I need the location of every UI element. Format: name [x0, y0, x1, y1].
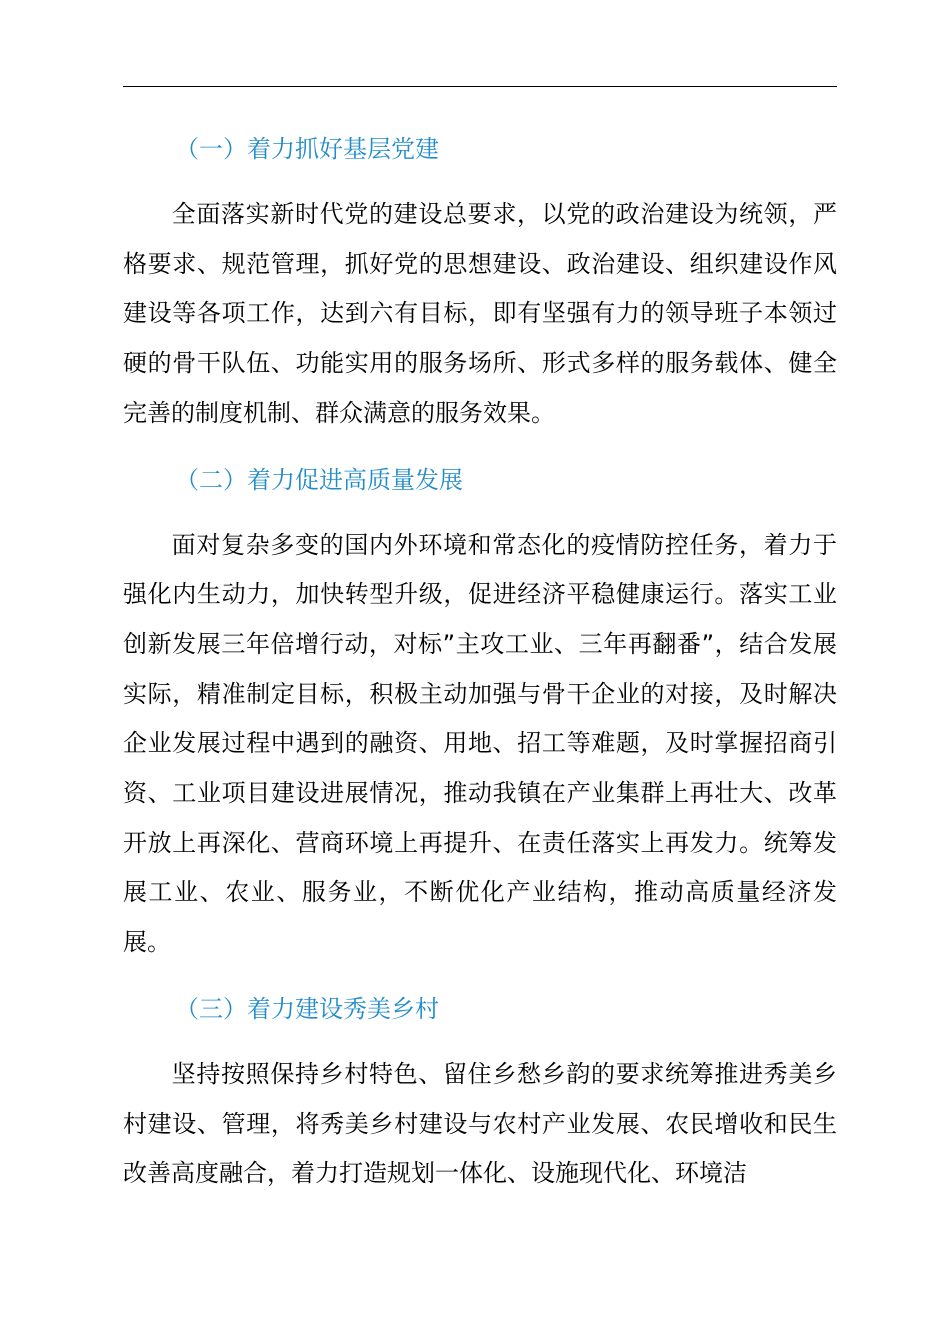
section-heading-3: （三）着力建设秀美乡村	[175, 994, 439, 1023]
section-paragraph-1	[123, 190, 837, 439]
section-heading-2: （二）着力促进高质量发展	[175, 465, 463, 494]
section-paragraph-2	[123, 521, 837, 968]
section-heading-1: （一）着力抓好基层党建	[175, 135, 439, 163]
section-paragraph-2-text: 面对复杂多变的国内外环境和常态化的疫情防控任务，着力于强化内生动力，加快转型升级，促进经济平稳健康运行。落实工业创新发展三年倍增行动，对标”主攻工业、三年再翻番”，结合发展实际，精准制定目标，积极主动加强与骨干企业的对接，及时解决企业发展过程中遇到的融资、用地、招工等难题，及时掌握招商引资、工业项目建设进展情况，推动我镇在产业集群上再壮大、改革开放上再深化、营商环境上再提升、在责任落实上再发力。统筹发展工业、农业、服务业，不断优化产业结构，推动高质量经济发展。	[123, 530, 837, 957]
section-paragraph-3-text: 坚持按照保持乡村特色、留住乡愁乡韵的要求统筹推进秀美乡村建设、管理，将秀美乡村建设与农村产业发展、农民增收和民生改善高度融合，着力打造规划一体化、设施现代化、环境洁	[123, 1059, 837, 1188]
document-body	[123, 124, 837, 1199]
header-rule	[123, 86, 837, 87]
section-paragraph-3	[123, 1050, 837, 1199]
section-paragraph-1-text: 全面落实新时代党的建设总要求，以党的政治建设为统领，严格要求、规范管理，抓好党的思想建设、政治建设、组织建设作风建设等各项工作，达到六有目标，即有坚强有力的领导班子本领过硬的骨干队伍、功能实用的服务场所、形式多样的服务载体、健全完善的制度机制、群众满意的服务效果。	[123, 200, 837, 427]
